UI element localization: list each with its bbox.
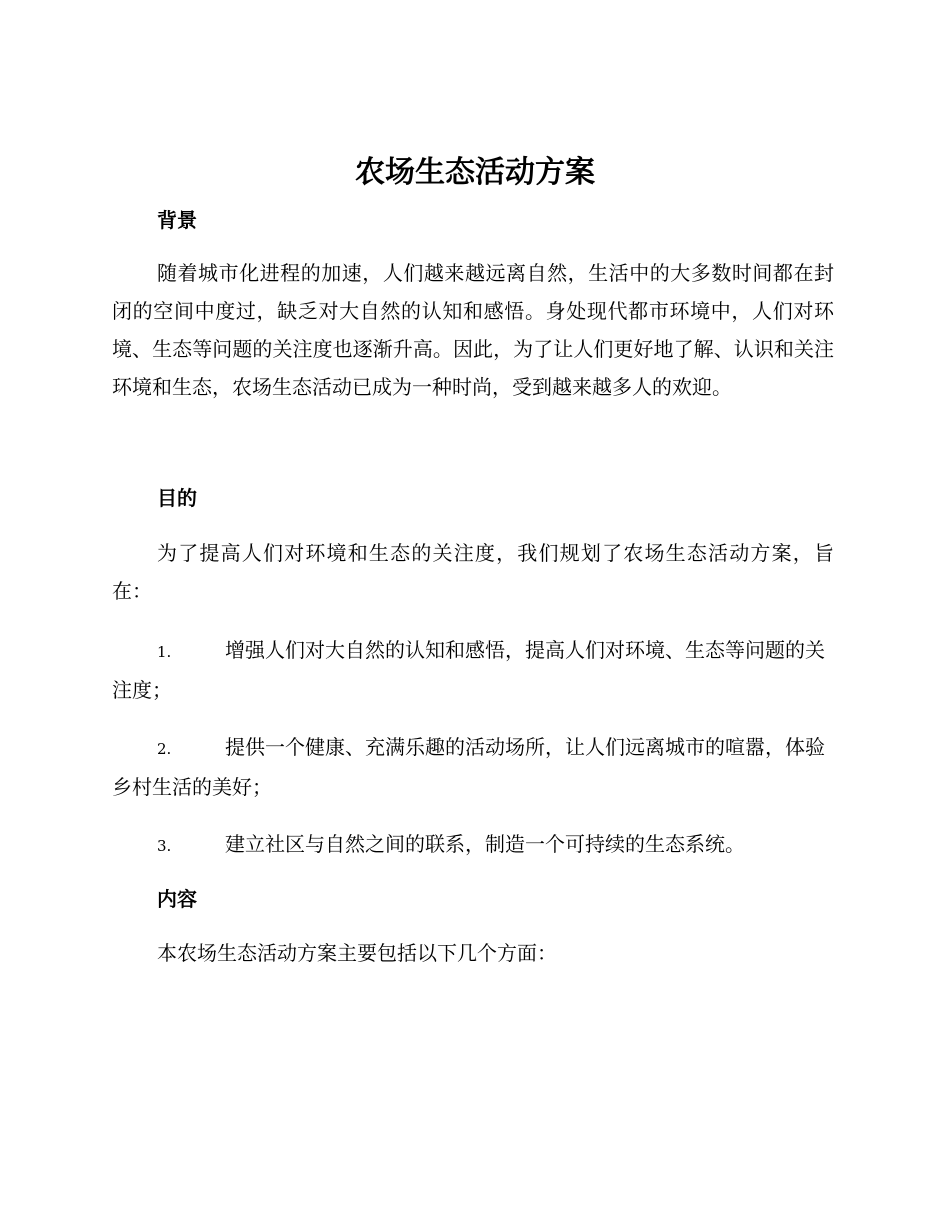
background-paragraph: 随着城市化进程的加速，人们越来越远离自然，生活中的大多数时间都在封闭的空间中度过，缺乏对大自然的认知和感悟。身处现代都市环境中，人们对环境、生态等问题的关注度也逐渐升高。因此，为了让人们更好地了解、认识和关注环境和生态，农场生态活动已成为一种时尚，受到越来越多人的欢迎。 bbox=[112, 261, 834, 399]
list-item bbox=[112, 825, 834, 865]
list-number: 2. bbox=[157, 740, 172, 758]
list-number: 1. bbox=[157, 643, 172, 661]
content-paragraph: 本农场生态活动方案主要包括以下几个方面： bbox=[157, 941, 557, 965]
section-heading-content: 内容 bbox=[157, 887, 197, 911]
purpose-paragraph: 为了提高人们对环境和生态的关注度，我们规划了农场生态活动方案，旨在： bbox=[112, 541, 834, 603]
list-text: 增强人们对大自然的认知和感悟，提高人们对环境、生态等问题的关注度； bbox=[112, 638, 825, 702]
list-item bbox=[112, 631, 834, 709]
list-number: 3. bbox=[157, 837, 172, 855]
document-title: 农场生态活动方案 bbox=[355, 155, 595, 190]
list-text: 提供一个健康、充满乐趣的活动场所，让人们远离城市的喧嚣，体验乡村生活的美好； bbox=[112, 735, 825, 799]
list-text: 建立社区与自然之间的联系，制造一个可持续的生态系统。 bbox=[225, 832, 745, 856]
section-heading-background: 背景 bbox=[157, 208, 197, 232]
section-heading-purpose: 目的 bbox=[157, 486, 197, 510]
list-item bbox=[112, 728, 834, 806]
